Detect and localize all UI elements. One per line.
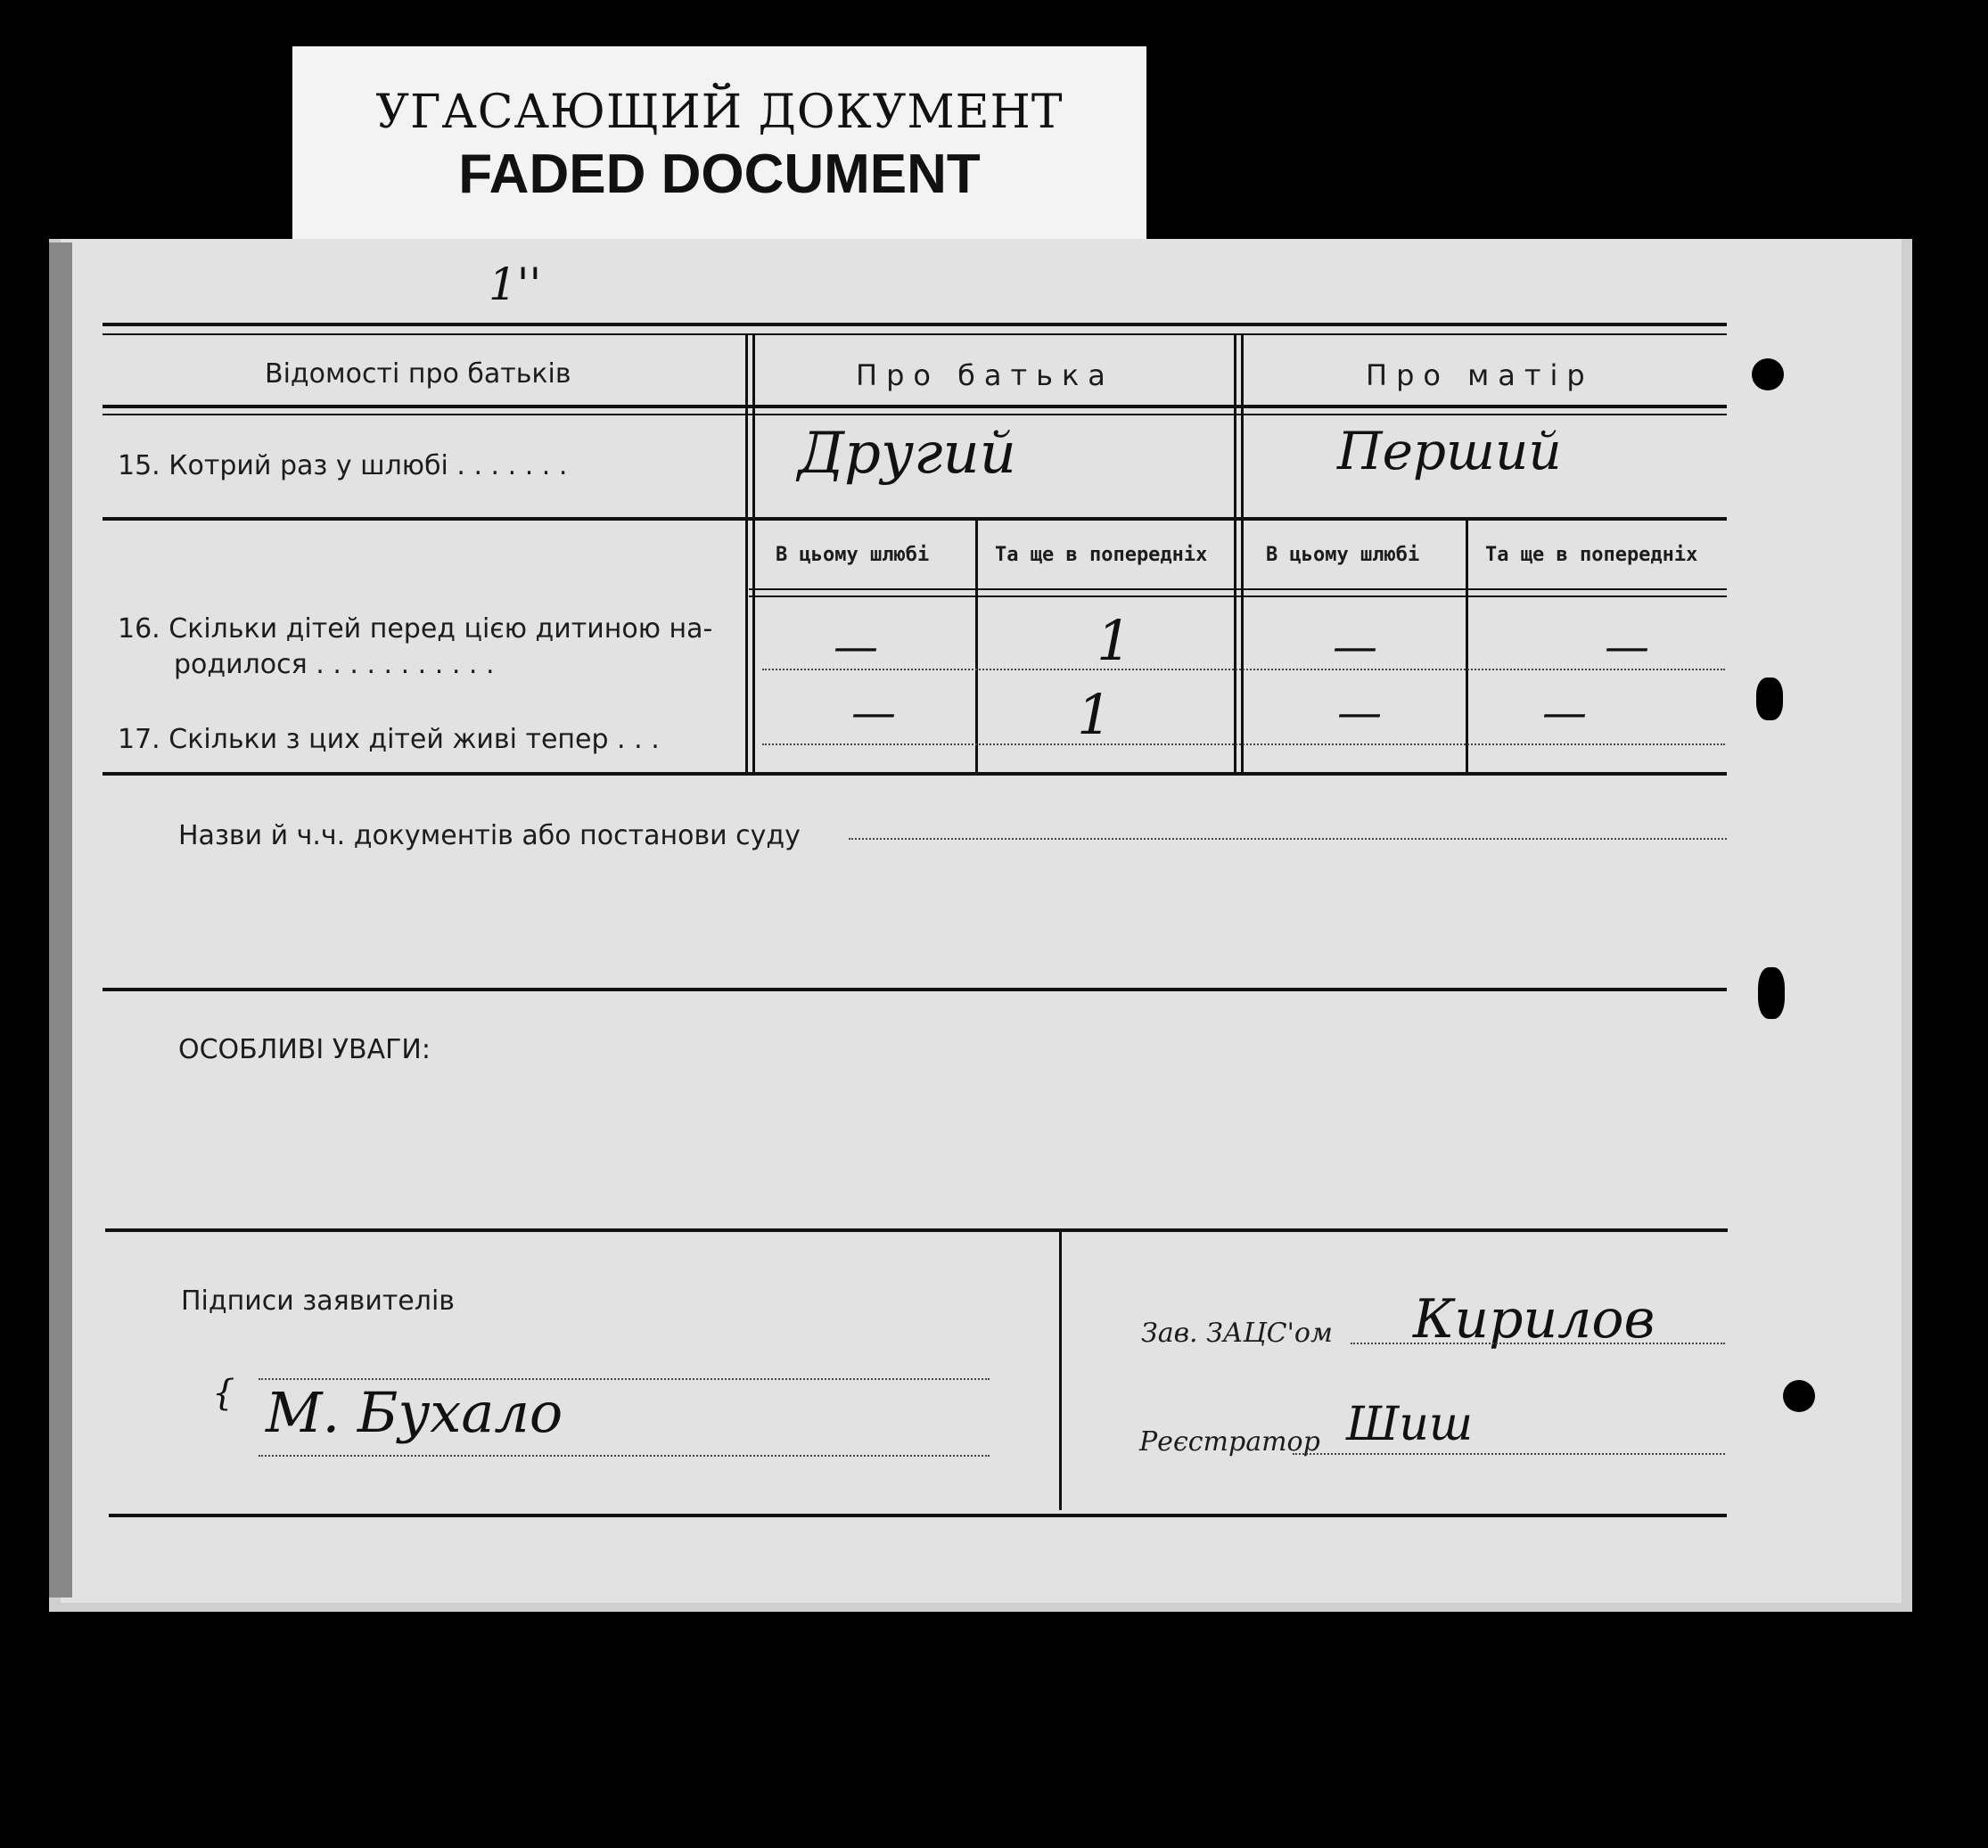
head-signature-line (1351, 1343, 1725, 1344)
table-top-rule (103, 323, 1727, 326)
binding-hole-1 (1752, 358, 1784, 390)
subheader-mother-previous: Та ще в попередніх (1485, 544, 1698, 566)
header-bottom-rule (103, 405, 1727, 408)
header-bottom-rule-2 (103, 414, 1727, 415)
col-divider-2a (1234, 333, 1236, 774)
applicant-line-1 (259, 1378, 990, 1380)
row17-father-this: — (851, 686, 896, 738)
row16-label-line1: 16. Скільки дітей перед цією дитиною на- (118, 613, 713, 645)
row16-father-prev: 1 (1097, 608, 1132, 673)
applicants-label: Підписи заявителів (181, 1285, 455, 1317)
applicant-signature: М. Бухало (266, 1380, 563, 1445)
header-parents-info: Відомості про батьків (265, 358, 571, 390)
row15-label: 15. Котрий раз у шлюбі . . . . . . . (118, 450, 568, 481)
signatures-divider (1059, 1230, 1062, 1510)
subheader-father-this-marriage: В цьому шлюбі (776, 544, 930, 566)
col-divider-1a (745, 333, 748, 774)
table-top-rule-2 (103, 333, 1727, 335)
col-divider-mother (1466, 521, 1468, 774)
notes-label: ОСОБЛИВІ УВАГИ: (178, 1034, 431, 1065)
row17-label: 17. Скільки з цих дітей живі тепер . . . (118, 724, 660, 755)
row16-dotted-line (762, 669, 1725, 670)
documents-bottom-rule (103, 988, 1727, 991)
row16-mother-prev: — (1605, 620, 1649, 672)
row17-mother-prev: — (1542, 686, 1587, 738)
head-signature: Кирилов (1413, 1288, 1655, 1351)
page-mark: 1'' (489, 259, 542, 310)
col-divider-2b (1241, 333, 1244, 774)
documents-dotted-line (849, 838, 1727, 840)
brace-mark: { (212, 1373, 235, 1414)
row15-bottom-rule (103, 517, 1727, 521)
subheader-rule-2 (749, 595, 1727, 597)
label-russian: УГАСАЮЩИЙ ДОКУМЕНТ (375, 86, 1064, 139)
applicant-line-2 (259, 1455, 990, 1457)
binding-edge (49, 242, 72, 1597)
row17-mother-this: — (1337, 686, 1382, 738)
header-about-father: Про батька (856, 358, 1114, 392)
subheader-rule (749, 588, 1727, 590)
faded-document-label (292, 46, 1146, 242)
binding-hole-4 (1783, 1380, 1815, 1412)
registrar-label: Реєстратор (1139, 1426, 1320, 1458)
documents-label: Назви й ч.ч. документів або постанови суду (178, 820, 801, 851)
row15-father-value: Другий (798, 421, 1016, 487)
col-divider-father (975, 521, 978, 774)
table-bottom-rule (103, 772, 1727, 776)
binding-hole-2 (1756, 678, 1783, 720)
subheader-mother-this-marriage: В цьому шлюбі (1266, 544, 1420, 566)
page-bottom-rule (109, 1514, 1727, 1517)
subheader-father-previous: Та ще в попередніх (995, 544, 1208, 566)
head-label: Зав. ЗАЦС'ом (1141, 1318, 1333, 1349)
row17-father-prev: 1 (1077, 682, 1113, 747)
row17-dotted-line (762, 743, 1725, 745)
header-about-mother: Про матір (1366, 358, 1594, 392)
registrar-signature-line (1293, 1453, 1725, 1455)
col-divider-1b (752, 333, 755, 774)
row15-mother-value: Перший (1337, 421, 1562, 481)
label-english: FADED DOCUMENT (458, 144, 981, 205)
row16-label-line2: родилося . . . . . . . . . . . (174, 649, 495, 680)
row16-father-this: — (834, 620, 878, 672)
binding-hole-3 (1758, 967, 1785, 1019)
row16-mother-this: — (1333, 620, 1377, 672)
registrar-signature: Шиш (1346, 1398, 1474, 1451)
notes-bottom-rule (105, 1228, 1728, 1232)
